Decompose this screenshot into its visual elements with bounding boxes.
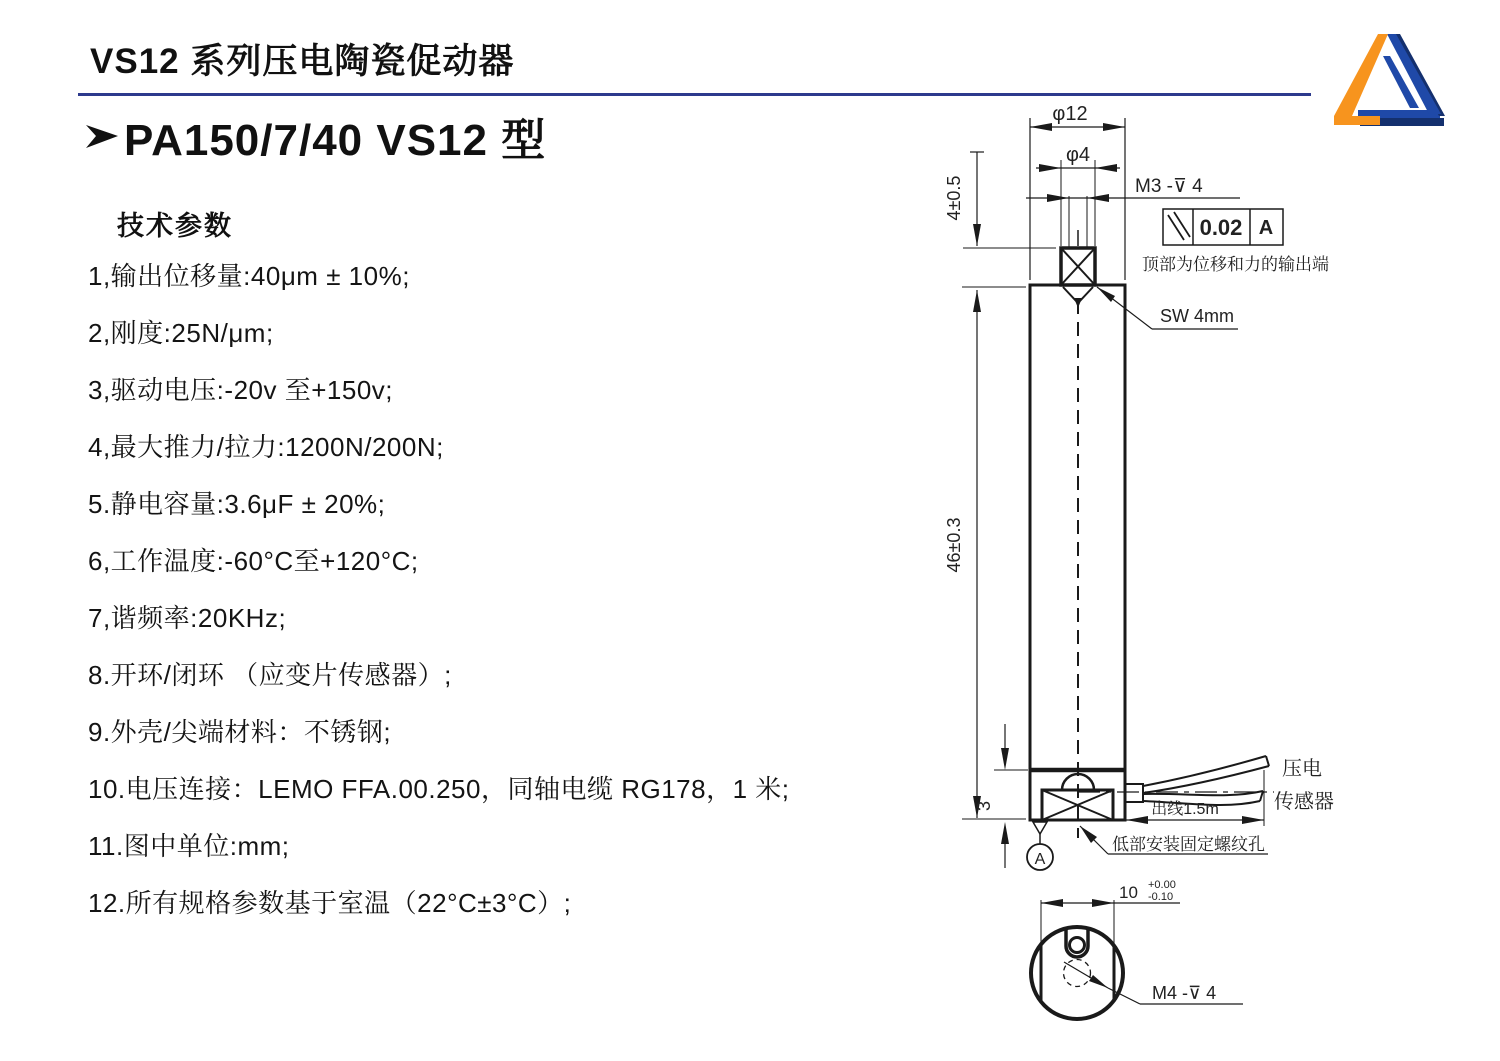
- spec-item-2: 2,刚度:25N/μm;: [88, 318, 274, 348]
- spec-item-7: 7,谐频率:20KHz;: [88, 603, 287, 633]
- body-length-dim: 46±0.3: [944, 517, 964, 573]
- datum-a-label: A: [1034, 851, 1046, 868]
- spec-item-8: 8.开环/闭环 （应变片传感器）;: [88, 660, 452, 690]
- spec-item-10: 10.电压连接：LEMO FFA.00.250，同轴电缆 RG178，1 米;: [88, 774, 790, 804]
- spec-item-12: 12.所有规格参数基于室温（22°C±3°C）;: [88, 888, 572, 918]
- title-divider: [78, 93, 1311, 96]
- wrench-size-label: SW 4mm: [1160, 306, 1234, 326]
- model-heading: [83, 104, 546, 168]
- sensor-label-line1: 压电: [1282, 758, 1322, 780]
- top-output-note: 顶部为位移和力的输出端: [1142, 255, 1329, 274]
- cable-length-dim: 出线1.5m: [1151, 801, 1219, 818]
- arrowhead-bullet-icon: [83, 117, 121, 155]
- tip-height-dim: 4±0.5: [944, 175, 964, 221]
- dim-phi4-label: φ4: [1065, 144, 1091, 166]
- bottom-view-circle: [1031, 927, 1123, 1019]
- datum-triangle: [1033, 822, 1047, 834]
- spec-item-11: 11.图中单位:mm;: [88, 831, 290, 861]
- fcf-datum-ref: A: [1258, 217, 1274, 239]
- cable-wires: [1143, 756, 1269, 805]
- dim-phi12-label: φ12: [1052, 103, 1088, 125]
- spec-item-1: 1,输出位移量:40μm ± 10%;: [88, 261, 410, 291]
- spec-item-5: 5.静电容量:3.6μF ± 20%;: [88, 489, 386, 519]
- spec-item-6: 6,工作温度:-60°C至+120°C;: [88, 546, 419, 576]
- cable-connector: [1125, 784, 1143, 802]
- fcf-tolerance-value: 0.02: [1199, 215, 1243, 240]
- spec-item-9: 9.外壳/尖端材料：不锈钢;: [88, 717, 392, 747]
- bottom-mount-note: 低部安装固定螺纹孔: [1112, 835, 1265, 854]
- sensor-label-line2: 传感器: [1274, 791, 1334, 813]
- specs-heading: 技术参数: [117, 211, 233, 241]
- tolerance-upper: +0.00: [1148, 879, 1176, 891]
- page-title: VS12 系列压电陶瓷促动器: [90, 42, 515, 81]
- model-heading-text: PA150/7/40 VS12 型: [124, 116, 547, 165]
- tolerance-lower: -0.10: [1148, 891, 1174, 903]
- flange-thickness-dim: 3: [974, 800, 994, 812]
- thread-top-label: M3 -⊽ 4: [1135, 176, 1203, 197]
- spec-item-3: 3,驱动电压:-20v 至+150v;: [88, 375, 393, 405]
- thread-bottom-label: M4 -⊽ 4: [1152, 983, 1217, 1003]
- technical-drawing: [930, 100, 1500, 1061]
- flat-width-dim: 10: [1119, 883, 1138, 902]
- spec-item-4: 4,最大推力/拉力:1200N/200N;: [88, 432, 444, 462]
